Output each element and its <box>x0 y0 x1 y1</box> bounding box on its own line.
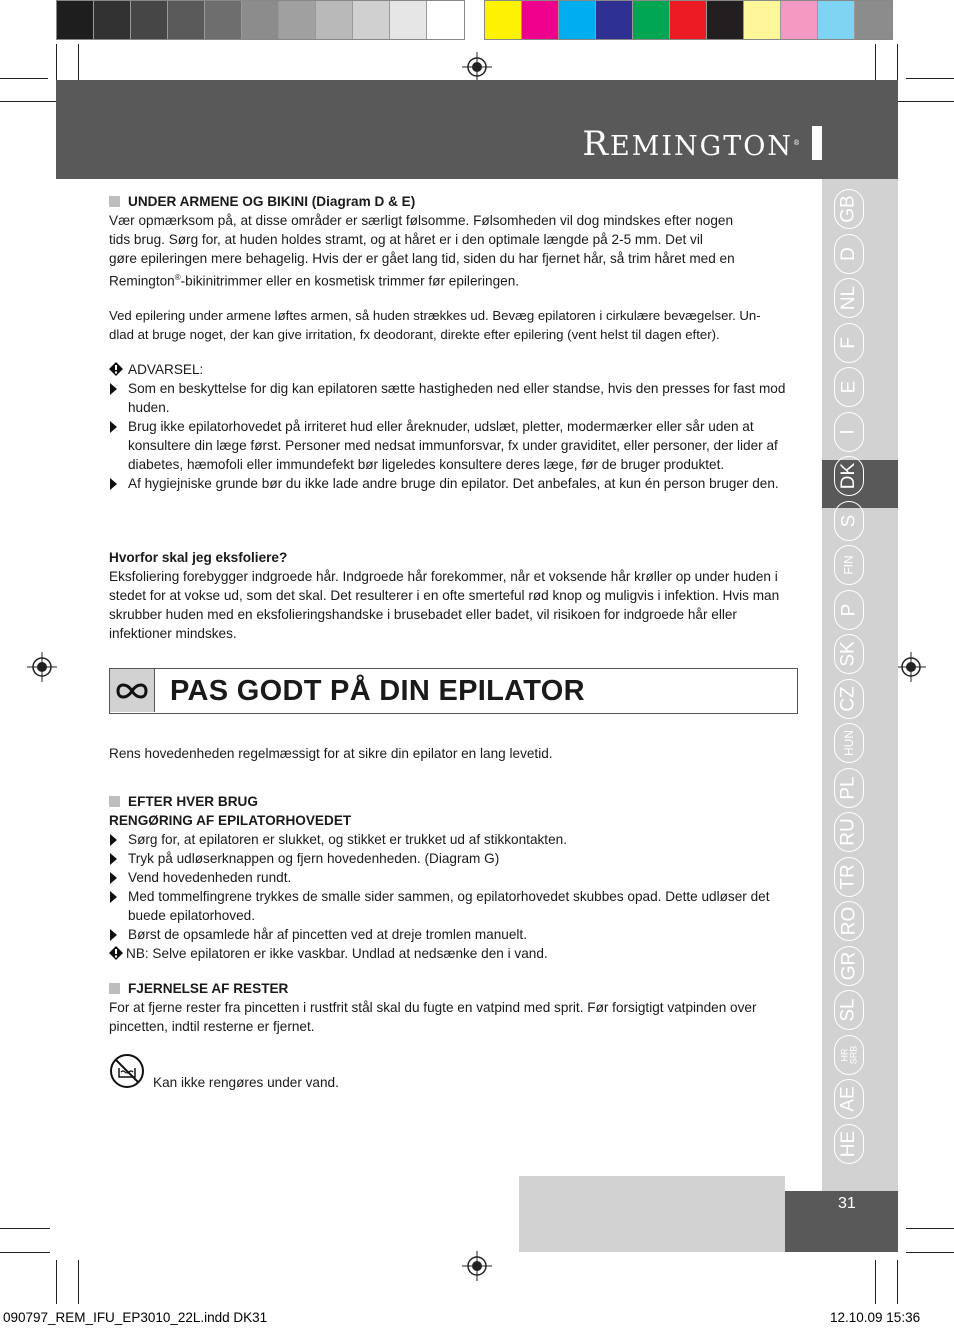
residue-heading: FJERNELSE AF RESTER <box>128 981 289 996</box>
paragraph-line: dlad at bruge noget, der kan give irritation, fx deodorant, direkte efter epilering (vent helst til dagen efter). <box>109 327 720 342</box>
page-header <box>56 80 898 179</box>
crop-mark <box>0 101 58 102</box>
color-swatch <box>390 1 427 39</box>
language-code: SL <box>838 998 859 1022</box>
language-code: SK <box>837 641 859 667</box>
registration-mark-icon <box>896 652 926 682</box>
residue-block <box>109 979 799 1036</box>
paragraph-line: Ved epilering under armene løftes armen, så huden strækkes ud. Bevæg epilatoren i cirkulære bevægelser. Un- <box>109 308 761 323</box>
crop-mark <box>897 44 898 80</box>
language-code: AE <box>837 1086 859 1112</box>
language-tab-he[interactable] <box>834 1124 864 1164</box>
language-code: HR SRB <box>838 1045 858 1064</box>
care-title-box <box>109 668 798 714</box>
process-color-bar <box>484 0 893 40</box>
cleaning-step: Sørg for, at epilatoren er slukket, og stikket er trukket ud af stikkontakten. <box>109 830 799 849</box>
language-tab-d[interactable] <box>834 234 864 274</box>
registration-mark-icon <box>27 652 57 682</box>
exfoliate-text: Eksfoliering forebygger indgroede hår. Indgroede hår forekommer, når et voksende hår krøller op under huden i stedet for at vokse ud, som det skal. Det resulterer i en ofte smerteful rød knop og muligvis i infektion. Hvis man skrubber huden med en eksfolieringshandske i brusebadet eller badet, vil risikoen for indgroede hår eller infektioner mindskes. <box>109 569 780 641</box>
language-code: GR <box>838 951 859 980</box>
language-tab-ro[interactable] <box>834 901 864 941</box>
language-tab-s[interactable] <box>834 501 864 541</box>
logo-bar <box>812 126 822 160</box>
warning-item: Som en beskyttelse for dig kan epilatoren sætte hastigheden ned eller standse, hvis den presses for fast mod huden. <box>109 379 799 417</box>
language-tab-p[interactable] <box>834 590 864 630</box>
crop-mark <box>56 44 57 80</box>
warning-icon <box>109 362 123 376</box>
crop-mark <box>898 101 954 102</box>
color-swatch <box>57 1 94 39</box>
no-water-icon <box>109 1053 145 1089</box>
imprint-date: 12.10.09 15:36 <box>830 1310 921 1325</box>
section-square-icon <box>109 983 120 994</box>
language-tab-cz[interactable] <box>834 679 864 719</box>
warning-block <box>109 360 799 493</box>
color-swatch <box>522 1 559 39</box>
color-swatch <box>279 1 316 39</box>
color-swatch <box>559 1 596 39</box>
crop-mark <box>897 1260 898 1304</box>
crop-mark <box>78 1260 79 1304</box>
paragraph-line: Remington®-bikinitrimmer eller en kosmetisk trimmer før epileringen. <box>109 273 520 289</box>
language-tab-dk[interactable] <box>834 456 864 496</box>
color-swatch <box>427 1 464 39</box>
language-tab-ru[interactable] <box>834 812 864 852</box>
crop-mark <box>56 1260 57 1304</box>
crop-mark <box>906 78 954 79</box>
color-swatch <box>633 1 670 39</box>
page-number: 31 <box>838 1195 856 1212</box>
language-tab-gr[interactable] <box>834 946 864 986</box>
registration-mark-icon <box>462 1251 492 1281</box>
warning-icon <box>109 946 123 960</box>
language-tab-gb[interactable] <box>834 189 864 229</box>
section-heading: UNDER ARMENE OG BIKINI (Diagram D & E) <box>128 194 416 209</box>
language-tab-e[interactable] <box>834 367 864 407</box>
language-tab-pl[interactable] <box>834 768 864 808</box>
language-code: DK <box>838 462 859 490</box>
no-wash-text: Kan ikke rengøres under vand. <box>153 1075 339 1090</box>
residue-text: For at fjerne rester fra pincetten i rustfrit stål skal du fugte en vatpind med sprit. Før forsigtigt vatpinden over pincetten, indtil resterne er fjernet. <box>109 1000 757 1034</box>
language-code: RU <box>837 818 859 846</box>
language-code: S <box>838 514 859 527</box>
language-code: P <box>838 603 859 616</box>
crop-mark <box>906 1252 954 1253</box>
language-code: PL <box>838 775 859 800</box>
warning-item: Af hygiejniske grunde bør du ikke lade andre bruge din epilator. Det anbefales, at kun én person bruger den. <box>109 474 799 493</box>
color-swatch <box>781 1 818 39</box>
language-tab-sl[interactable] <box>834 990 864 1030</box>
cleaning-step: Vend hovedenheden rundt. <box>109 868 799 887</box>
color-swatch <box>670 1 707 39</box>
paragraph-line: gøre epileringen mere behagelig. Hvis der er gået lang tid, siden du har fjernet hår, så trim håret med en <box>109 251 735 266</box>
warning-label: ADVARSEL: <box>128 362 204 377</box>
color-swatch <box>744 1 781 39</box>
cleaning-step: Med tommelfingrene trykkes de smalle sider sammen, og epilatorhovedet skubbes opad. Dette udløser det buede epilatorhoved. <box>109 887 799 925</box>
language-code: FIN <box>842 555 856 575</box>
language-tab-ae[interactable] <box>834 1079 864 1119</box>
exfoliate-heading: Hvorfor skal jeg eksfoliere? <box>109 550 288 565</box>
cleaning-step: Børst de opsamlede hår af pincetten ved at dreje tromlen manuelt. <box>109 925 799 944</box>
nb-note: NB: Selve epilatoren er ikke vaskbar. Undlad at nedsænke den i vand. <box>126 946 548 961</box>
section-underarm-para2 <box>109 306 799 344</box>
color-swatch <box>205 1 242 39</box>
language-tab-f[interactable] <box>834 323 864 363</box>
color-swatch <box>707 1 744 39</box>
footer-box <box>519 1176 785 1252</box>
language-sidebar <box>822 179 898 1194</box>
exfoliate-block <box>109 548 799 643</box>
language-code: TR <box>837 863 859 890</box>
section-underarm <box>109 192 799 291</box>
language-code: CZ <box>837 685 859 712</box>
section-square-icon <box>109 196 120 207</box>
infinity-icon <box>110 669 155 712</box>
color-swatch <box>316 1 353 39</box>
language-code: HUN <box>842 730 856 756</box>
language-tab-hr-srb[interactable] <box>834 1035 864 1075</box>
crop-mark <box>0 78 48 79</box>
remington-logo: REMINGTON® <box>582 124 802 164</box>
color-swatch <box>353 1 390 39</box>
language-code: HE <box>838 1130 859 1157</box>
language-tab-fin[interactable] <box>834 545 864 585</box>
language-tab-i[interactable] <box>834 412 864 452</box>
no-wash-block <box>109 1053 799 1093</box>
language-tab-hun[interactable] <box>834 723 864 763</box>
paragraph-line: tids brug. Sørg for, at huden holdes stramt, og at håret er i den optimale længde på 2-5 mm. Det vil <box>109 232 703 247</box>
care-title: PAS GODT PÅ DIN EPILATOR <box>170 675 585 707</box>
color-swatch <box>94 1 131 39</box>
language-tab-tr[interactable] <box>834 857 864 897</box>
paragraph-line: Vær opmærksom på, at disse områder er særligt følsomme. Følsomheden vil dog mindskes efter nogen <box>109 213 734 228</box>
color-swatch <box>855 1 892 39</box>
cleaning-block <box>109 792 799 963</box>
cleaning-step: Tryk på udløserknappen og fjern hovedenheden. (Diagram G) <box>109 849 799 868</box>
color-swatch <box>168 1 205 39</box>
imprint-file: 090797_REM_IFU_EP3010_22L.indd DK31 <box>3 1310 268 1325</box>
registration-mark-icon <box>462 52 492 82</box>
crop-mark <box>875 1260 876 1304</box>
language-code: RO <box>838 906 859 936</box>
language-code: E <box>838 380 859 394</box>
color-swatch <box>485 1 522 39</box>
color-swatch <box>242 1 279 39</box>
language-tab-nl[interactable] <box>834 278 864 318</box>
language-code: NL <box>837 285 859 311</box>
section-square-icon <box>109 796 120 807</box>
grey-color-bar <box>56 0 465 40</box>
language-code: F <box>837 336 859 349</box>
warning-item: Brug ikke epilatorhovedet på irriteret hud eller åreknuder, udslæt, pletter, modermærker eller sår uden at konsultere din læge først. Personer med nedsat immunforsvar, fx under graviditet, eller personer, der lider af diabetes, hæmofoli eller immundefekt bør ligeledes konsultere deres læge, før de bruger produktet. <box>109 417 799 474</box>
language-tab-sk[interactable] <box>834 634 864 674</box>
crop-mark <box>906 1228 954 1229</box>
language-code: I <box>838 428 859 435</box>
care-intro: Rens hovedenheden regelmæssigt for at sikre din epilator en lang levetid. <box>109 746 553 761</box>
crop-mark <box>0 1228 50 1229</box>
crop-mark <box>0 1252 50 1253</box>
language-code: D <box>837 246 859 261</box>
color-swatch <box>596 1 633 39</box>
language-code: GB <box>837 195 859 223</box>
color-swatch <box>131 1 168 39</box>
after-use-heading: EFTER HVER BRUG <box>128 794 258 809</box>
color-swatch <box>818 1 855 39</box>
cleaning-heading: RENGØRING AF EPILATORHOVEDET <box>109 813 352 828</box>
